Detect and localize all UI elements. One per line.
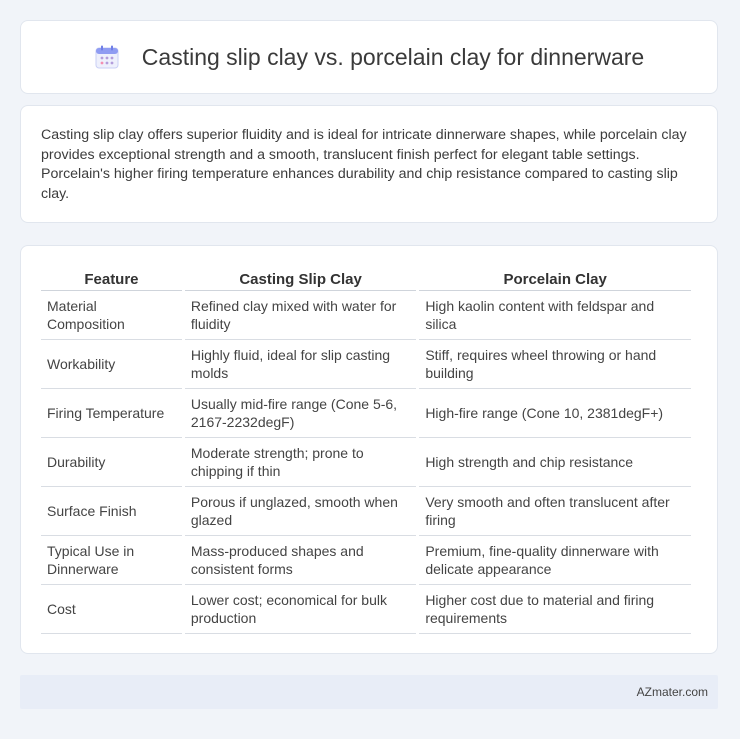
porcelain-cell: Premium, fine-quality dinnerware with delicate appearance xyxy=(419,536,691,585)
page-title: Casting slip clay vs. porcelain clay for dinnerware xyxy=(141,43,645,70)
table-row xyxy=(41,389,691,438)
casting-slip-cell: Usually mid-fire range (Cone 5-6, 2167-2232degF) xyxy=(185,389,416,438)
table-header-row xyxy=(41,266,691,291)
feature-cell: Workability xyxy=(41,340,182,389)
casting-slip-cell: Lower cost; economical for bulk production xyxy=(185,585,416,634)
casting-slip-cell: Highly fluid, ideal for slip casting molds xyxy=(185,340,416,389)
comparison-table-card xyxy=(20,245,718,654)
site-credit: AZmater.com xyxy=(636,685,708,699)
table-row xyxy=(41,536,691,585)
footer-bar xyxy=(20,675,718,709)
feature-cell: Firing Temperature xyxy=(41,389,182,438)
porcelain-cell: Stiff, requires wheel throwing or hand building xyxy=(419,340,691,389)
table-row xyxy=(41,291,691,340)
porcelain-cell: High kaolin content with feldspar and silica xyxy=(419,291,691,340)
feature-cell: Durability xyxy=(41,438,182,487)
feature-cell: Material Composition xyxy=(41,291,182,340)
porcelain-cell: Higher cost due to material and firing requirements xyxy=(419,585,691,634)
casting-slip-cell: Refined clay mixed with water for fluidity xyxy=(185,291,416,340)
comparison-table xyxy=(38,266,694,634)
feature-cell: Cost xyxy=(41,585,182,634)
table-row xyxy=(41,487,691,536)
intro-paragraph: Casting slip clay offers superior fluidity and is ideal for intricate dinnerware shapes, while porcelain clay provides exceptional strength and a smooth, translucent finish perfect for elegant table settings. Porcelain's higher firing temperature enhances durability and chip resistance compared to casting slip clay. xyxy=(41,127,687,202)
table-row xyxy=(41,438,691,487)
porcelain-cell: Very smooth and often translucent after firing xyxy=(419,487,691,536)
casting-slip-cell: Mass-produced shapes and consistent forms xyxy=(185,536,416,585)
calendar-icon xyxy=(94,44,120,70)
title-card xyxy=(20,20,718,94)
porcelain-cell: High-fire range (Cone 10, 2381degF+) xyxy=(419,389,691,438)
casting-slip-cell: Moderate strength; prone to chipping if thin xyxy=(185,438,416,487)
table-row xyxy=(41,585,691,634)
casting-slip-cell: Porous if unglazed, smooth when glazed xyxy=(185,487,416,536)
porcelain-cell: High strength and chip resistance xyxy=(419,438,691,487)
column-header-porcelain-clay: Porcelain Clay xyxy=(419,266,691,291)
column-header-feature: Feature xyxy=(41,266,182,291)
feature-cell: Typical Use in Dinnerware xyxy=(41,536,182,585)
intro-card xyxy=(20,105,718,223)
column-header-casting-slip-clay: Casting Slip Clay xyxy=(185,266,416,291)
table-row xyxy=(41,340,691,389)
feature-cell: Surface Finish xyxy=(41,487,182,536)
